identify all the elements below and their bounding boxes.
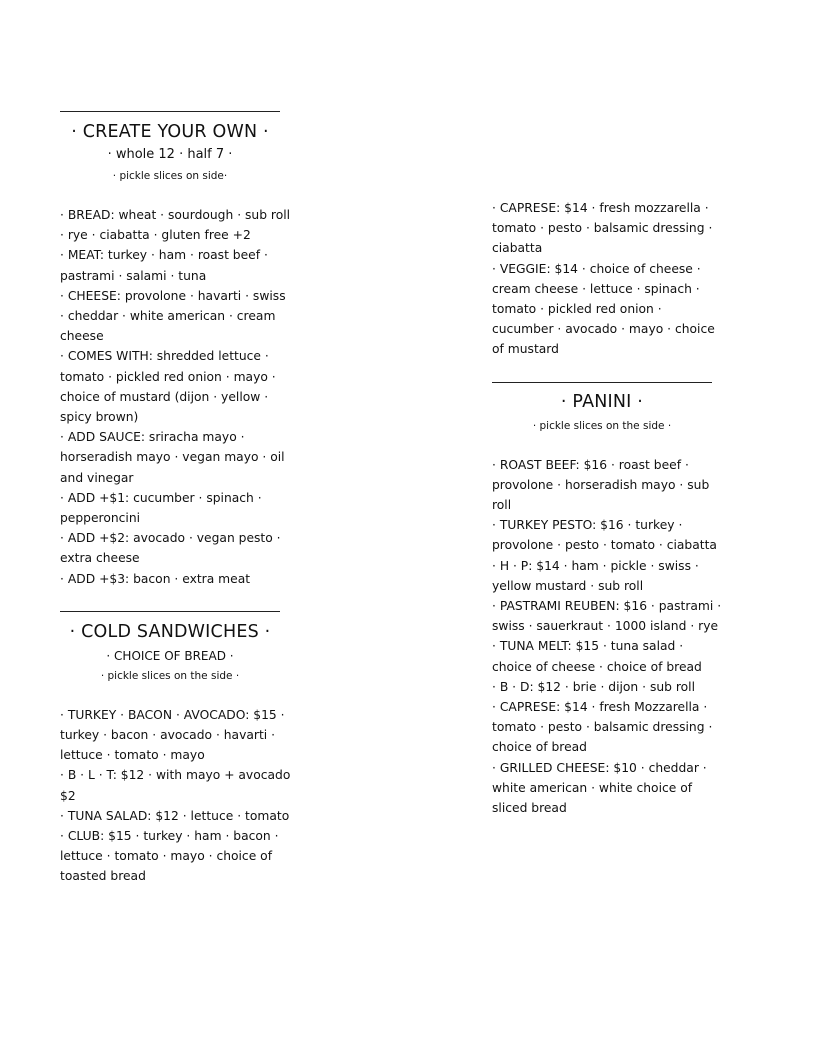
section-subtitle: · CHOICE OF BREAD ·: [106, 648, 234, 663]
section-title: · PANINI ·: [560, 391, 644, 412]
menu-item: · MEAT: turkey · ham · roast beef · pastrami · salami · tuna: [60, 248, 268, 283]
menu-item: · TURKEY · BACON · AVOCADO: $15 · turkey · bacon · avocado · havarti · lettuce · tomato · mayo: [60, 707, 285, 763]
right-column: [492, 198, 724, 818]
menu-item: · TURKEY PESTO: $16 · turkey · provolone · pesto · tomato · ciabatta: [492, 518, 717, 553]
menu-item: · TUNA SALAD: $12 · lettuce · tomato: [60, 808, 290, 823]
menu-item: · CLUB: $15 · turkey · ham · bacon · lettuce · tomato · mayo · choice of toasted bread: [60, 829, 279, 884]
menu-item: · GRILLED CHEESE: $10 · cheddar · white american · white choice of sliced bread: [492, 760, 707, 816]
menu-item: · B · L · T: $12 · with mayo + avocado $2: [60, 768, 291, 803]
cold-sandwiches-header: [60, 619, 280, 685]
create-your-own-items: [60, 205, 292, 589]
menu-item: · CAPRESE: $14 · fresh Mozzarella · tomato · pesto · balsamic dressing · choice of bread: [492, 700, 713, 755]
menu-item: · ADD +$3: bacon · extra meat: [60, 571, 251, 586]
menu-item: · CHEESE: provolone · havarti · swiss · cheddar · white american · cream cheese: [60, 288, 286, 344]
menu-item: · B · D: $12 · brie · dijon · sub roll: [492, 679, 696, 694]
menu-item: · ADD SAUCE: sriracha mayo · horseradish mayo · vegan mayo · oil and vinegar: [60, 430, 285, 485]
menu-item: · VEGGIE: $14 · choice of cheese · cream cheese · lettuce · spinach · tomato · pickled red onion · cucumber · avocado · mayo · choice of mustard: [492, 261, 715, 357]
left-column: [60, 111, 292, 887]
section-note: · pickle slices on the side ·: [532, 419, 672, 432]
panini-header: [492, 389, 712, 435]
cold-sandwiches-continued: [492, 198, 724, 360]
section-divider: [60, 111, 280, 112]
menu-item: · H · P: $14 · ham · pickle · swiss · yellow mustard · sub roll: [492, 558, 699, 593]
section-divider: [492, 382, 712, 383]
cold-sandwiches-items: [60, 705, 292, 887]
menu-item: · ADD +$1: cucumber · spinach · pepperoncini: [60, 490, 262, 526]
menu-item: · COMES WITH: shredded lettuce · tomato · pickled red onion · mayo · choice of mustard (dijon · yellow · spicy brown): [60, 349, 276, 425]
section-note: · pickle slices on side·: [112, 170, 228, 182]
section-title: · COLD SANDWICHES ·: [69, 621, 271, 642]
section-title: · CREATE YOUR OWN ·: [71, 122, 269, 142]
menu-item: · TUNA MELT: $15 · tuna salad · choice of cheese · choice of bread: [492, 639, 702, 674]
panini-items: [492, 455, 724, 819]
section-subtitle: · whole 12 · half 7 ·: [107, 147, 233, 162]
menu-item: · ROAST BEEF: $16 · roast beef · provolone · horseradish mayo · sub roll: [492, 457, 710, 513]
menu-item: · BREAD: wheat · sourdough · sub roll · rye · ciabatta · gluten free +2: [60, 208, 291, 243]
create-your-own-header: [60, 119, 280, 185]
menu-item: · CAPRESE: $14 · fresh mozzarella · tomato · pesto · balsamic dressing · ciabatta: [492, 201, 713, 256]
section-note: · pickle slices on the side ·: [100, 669, 240, 682]
menu-item: · ADD +$2: avocado · vegan pesto · extra cheese: [60, 531, 281, 566]
menu-item: · PASTRAMI REUBEN: $16 · pastrami · swiss · sauerkraut · 1000 island · rye: [492, 599, 722, 634]
section-divider: [60, 611, 280, 612]
